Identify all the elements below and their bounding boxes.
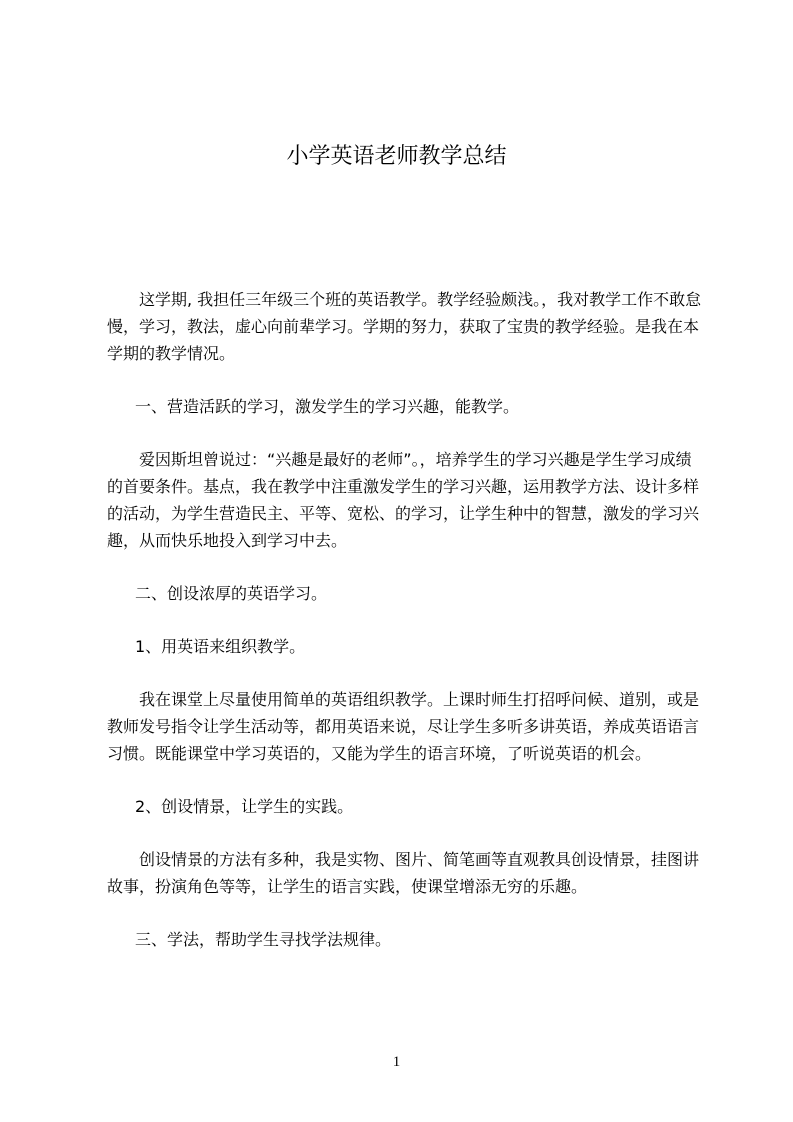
- text-line: 爱因斯坦曾说过：“兴趣是最好的老师”。，培养学生的学习兴趣是学生学习成绩: [139, 450, 692, 469]
- text-line: 的活动，为学生营造民主、平等、宽松、的学习，让学生种中的智慧，激发的学习兴: [107, 504, 700, 523]
- text-line: 教师发号指令让学生活动等，都用英语来说，尽让学生多听多讲英语，养成英语语言: [107, 717, 700, 736]
- section-heading: [107, 633, 697, 660]
- section-heading: [107, 793, 697, 820]
- text-line: 二、创设浓厚的英语学习。: [135, 584, 328, 603]
- section-heading: [107, 393, 697, 420]
- paragraph: [107, 846, 700, 900]
- text-line: 趣，从而快乐地投入到学习中去。: [107, 531, 348, 550]
- text-line: 的首要条件。基点，我在教学中注重激发学生的学习兴趣，运用教学方法、设计多样: [107, 477, 700, 496]
- text-line: 习惯。既能课堂中学习英语的，又能为学生的语言环境，了听说英语的机会。: [107, 744, 652, 763]
- text-line: 1、用英语来组织教学。: [135, 637, 306, 656]
- text-line: 2、创设情景，让学生的实践。: [135, 797, 354, 816]
- document-body: [107, 286, 702, 979]
- paragraph: [107, 286, 702, 367]
- section-heading: [107, 926, 697, 953]
- section-heading: [107, 580, 697, 607]
- paragraph: [107, 446, 700, 554]
- text-line: 我在课堂上尽量使用简单的英语组织教学。上课时师生打招呼问候、道别，或是: [139, 690, 700, 709]
- text-line: 这学期, 我担任三年级三个班的英语教学。教学经验颇浅。，我对教学工作不敢怠: [139, 290, 702, 309]
- text-line: 学期的教学情况。: [107, 344, 236, 363]
- page-number: 1: [392, 1054, 401, 1070]
- paragraph: [107, 686, 700, 767]
- text-line: 三、学法，帮助学生寻找学法规律。: [135, 930, 392, 949]
- document-title: 小学英语老师教学总结: [286, 144, 507, 169]
- text-line: 慢，学习，教法，虚心向前辈学习。学期的努力，获取了宝贵的教学经验。是我在本: [107, 317, 700, 336]
- text-line: 故事，扮演角色等等，让学生的语言实践，使课堂增添无穷的乐趣。: [107, 877, 588, 896]
- text-line: 一、营造活跃的学习，激发学生的学习兴趣，能教学。: [135, 397, 520, 416]
- text-line: 创设情景的方法有多种，我是实物、图片、简笔画等直观教具创设情景，挂图讲: [139, 850, 700, 869]
